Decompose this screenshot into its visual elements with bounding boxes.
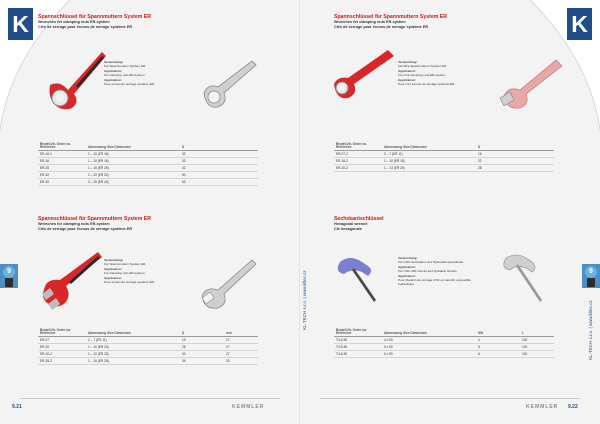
vertical-footer-text-right: KL-TECH s.r.o. | www.kltec.cz bbox=[588, 300, 593, 360]
usage-label: Verwendung: bbox=[398, 60, 418, 64]
product-table bbox=[38, 136, 258, 186]
red-open-wrench-image bbox=[36, 244, 110, 316]
table-row bbox=[38, 351, 258, 358]
table-row bbox=[38, 172, 258, 179]
cell: 1 – 16 (ER 25) bbox=[86, 165, 180, 172]
cell: 3 – 26 (ER 40) bbox=[86, 179, 180, 186]
col-mm: mm bbox=[224, 322, 258, 337]
section-subtitle-en: Wrenches for clamping nuts ER-system bbox=[38, 222, 110, 226]
application-fr-text: Pour Mandrin de serrage CNC et mandrin expansible hydraulique. bbox=[398, 278, 471, 287]
table-row bbox=[38, 165, 258, 172]
cell: 30 bbox=[224, 358, 258, 365]
cell: ER-16 bbox=[38, 158, 86, 165]
right-page bbox=[300, 0, 600, 424]
cell: 27 bbox=[224, 344, 258, 351]
cell: 30 bbox=[180, 351, 224, 358]
cell: 27 bbox=[224, 351, 258, 358]
usage-text: Für Spannmuttern System ER. bbox=[104, 64, 147, 69]
table-row bbox=[334, 158, 554, 165]
cell: ER-07-2 bbox=[334, 151, 382, 158]
col-size: Abmessung Size Dimension bbox=[382, 136, 476, 151]
cell: 42 bbox=[180, 165, 224, 172]
section-title: Spannschlüssel für Spannmuttern System ER bbox=[334, 14, 447, 20]
col-d: D bbox=[476, 136, 520, 151]
application-label: Application: bbox=[398, 264, 416, 269]
cell: 5 bbox=[476, 344, 520, 351]
page-number: 9.22 bbox=[568, 404, 578, 410]
table-row bbox=[38, 344, 258, 351]
cell: 17 bbox=[224, 337, 258, 344]
application-text: For mini clamping nuts ER-system. bbox=[398, 73, 446, 78]
application-fr-label: Application: bbox=[104, 77, 122, 82]
cell: 100 bbox=[520, 351, 554, 358]
description-block bbox=[398, 60, 468, 86]
table-row bbox=[38, 358, 258, 365]
col-order-no: Bestell-Nr. Order no. Référence bbox=[334, 136, 382, 151]
section-subtitle-fr: Clés de serrage pour écrous de serrage système ER bbox=[38, 25, 133, 29]
footer-divider bbox=[320, 398, 580, 399]
application-text: For clamping nuts ER-system. bbox=[104, 73, 146, 78]
cell bbox=[224, 165, 258, 172]
cell: 2 – 20 (ER 32) bbox=[86, 172, 180, 179]
col-size: Abmessung Size Dimension bbox=[86, 136, 180, 151]
vertical-footer-text-left: KL-TECH s.r.o. | www.kltec.cz bbox=[302, 270, 307, 330]
cell bbox=[224, 179, 258, 186]
cell: 2 – 7 (ER 11) bbox=[382, 151, 476, 158]
col-size: Abmessung Size Dimension bbox=[382, 322, 476, 337]
cell: ER-40 bbox=[38, 179, 86, 186]
brand-name: KEMMLER bbox=[232, 404, 265, 410]
table-row bbox=[334, 337, 554, 344]
usage-label: Verwendung: bbox=[104, 258, 124, 262]
cell: 4 bbox=[476, 337, 520, 344]
table-row bbox=[38, 158, 258, 165]
cell: T4-6-90 bbox=[334, 351, 382, 358]
hex-key-drawing-image bbox=[496, 248, 560, 312]
section-header bbox=[38, 216, 151, 232]
kemmler-logo: K bbox=[567, 8, 592, 40]
col-sw: SW bbox=[476, 322, 520, 337]
section-subtitle-fr: Clés de serrage pour écrous de serrage système ER bbox=[334, 25, 429, 29]
col-d: D bbox=[180, 322, 224, 337]
application-label: Application: bbox=[104, 266, 122, 271]
footer-divider bbox=[20, 398, 280, 399]
chapter-tab bbox=[582, 264, 600, 288]
cell: 32 bbox=[180, 158, 224, 165]
open-wrench-drawing-image bbox=[196, 252, 266, 316]
cell: 1 – 10 (ER 20) bbox=[86, 351, 180, 358]
cell bbox=[520, 165, 554, 172]
cell: 28 bbox=[476, 165, 520, 172]
table-row bbox=[38, 179, 258, 186]
application-fr-text: Pour mini écrous de serrage système ER. bbox=[398, 82, 456, 87]
cell: 1 – 13 (ER 20) bbox=[382, 165, 476, 172]
cell: 32 bbox=[180, 151, 224, 158]
table-row bbox=[334, 344, 554, 351]
cell: 1 – 10 (ER 16) bbox=[86, 151, 180, 158]
section-subtitle-en: Wrenches for clamping nuts ER-system bbox=[334, 20, 406, 24]
chapter-number: 9 bbox=[3, 266, 15, 278]
col-order-no: Bestell-Nr. Order no. Référence bbox=[334, 322, 382, 337]
cell: ER-16-2 bbox=[334, 158, 382, 165]
cell: 1 – 16 (ER 25) bbox=[86, 358, 180, 365]
cell: ER-16-1 bbox=[38, 151, 86, 158]
application-text: For CNC-400 chucks and hydraulic chucks. bbox=[398, 269, 458, 274]
col-l: L bbox=[520, 322, 554, 337]
cell bbox=[520, 151, 554, 158]
application-label: Application: bbox=[398, 68, 416, 73]
section-subtitle-fr: Clé hexagonale bbox=[334, 227, 362, 231]
cell: 22 bbox=[476, 158, 520, 165]
section-header bbox=[38, 14, 151, 30]
col-order-no: Bestell-Nr. Order no. Référence bbox=[38, 136, 86, 151]
cell: 34 bbox=[180, 358, 224, 365]
pink-wrench-drawing-image bbox=[496, 52, 568, 116]
section-title: Spannschlüssel für Spannmuttern System ER bbox=[38, 14, 151, 20]
cell bbox=[224, 172, 258, 179]
cell: 6 x 90 bbox=[382, 351, 476, 358]
usage-text: Für CNC-Sechskant-und Hydrodehnspannfutter. bbox=[398, 260, 465, 265]
cell: 1 – 10 (ER 16) bbox=[382, 158, 476, 165]
section-title: Sechskantschlüssel bbox=[334, 216, 384, 222]
col-size: Abmessung Size Dimension bbox=[86, 322, 180, 337]
cell bbox=[224, 151, 258, 158]
cell: ER-32 bbox=[38, 172, 86, 179]
red-mini-wrench-image bbox=[328, 44, 400, 110]
cell: ER-25 bbox=[38, 165, 86, 172]
cell: 1 – 10 (ER 16) bbox=[86, 158, 180, 165]
col-order-no: Bestell-Nr. Order no. Référence bbox=[38, 322, 86, 337]
usage-label: Verwendung: bbox=[104, 60, 124, 64]
table-row bbox=[38, 151, 258, 158]
cell bbox=[520, 158, 554, 165]
cell: ER-25-2 bbox=[38, 358, 86, 365]
cell: 6 bbox=[476, 351, 520, 358]
page-number: 9.21 bbox=[12, 404, 22, 410]
application-text: For clamping nuts ER-system. bbox=[104, 271, 146, 276]
table-row bbox=[334, 151, 554, 158]
usage-text: Für Mini-Spannmuttern System ER. bbox=[398, 64, 447, 69]
section-header bbox=[334, 216, 384, 232]
application-fr-text: Pour écrous de serrage système ER. bbox=[104, 82, 155, 87]
purple-hex-key-image bbox=[328, 250, 398, 310]
cell: 19 bbox=[180, 337, 224, 344]
wrench-drawing-image bbox=[196, 55, 266, 115]
brand-name: KEMMLER bbox=[526, 404, 559, 410]
cell: ER-20-2 bbox=[38, 351, 86, 358]
table-row bbox=[334, 351, 554, 358]
usage-text: Für Spannmuttern System ER. bbox=[104, 262, 147, 267]
product-table bbox=[38, 322, 258, 365]
cell: ER-20-2 bbox=[334, 165, 382, 172]
application-fr-label: Application: bbox=[398, 273, 416, 278]
section-subtitle-en: Wrenches for clamping nuts ER-system bbox=[38, 20, 110, 24]
application-label: Application: bbox=[104, 68, 122, 73]
section-header bbox=[334, 14, 447, 30]
description-block bbox=[398, 256, 484, 287]
cell: T4-5-90 bbox=[334, 344, 382, 351]
cell: T4-4-90 bbox=[334, 337, 382, 344]
cell: 100 bbox=[520, 337, 554, 344]
application-fr-label: Application: bbox=[104, 275, 122, 280]
cell: ER-20 bbox=[38, 344, 86, 351]
col-extra bbox=[224, 136, 258, 151]
collet-chuck-icon bbox=[587, 278, 595, 287]
col-extra bbox=[520, 136, 554, 151]
description-block bbox=[104, 258, 174, 284]
usage-label: Verwendung: bbox=[398, 256, 418, 260]
kemmler-logo: K bbox=[8, 8, 33, 40]
cell: 1 – 10 (ER 20) bbox=[86, 344, 180, 351]
product-table bbox=[334, 322, 554, 358]
cell: 63 bbox=[180, 179, 224, 186]
red-wrench-image bbox=[40, 40, 110, 115]
cell: 2 – 7 (ER 11) bbox=[86, 337, 180, 344]
application-fr-label: Application: bbox=[398, 77, 416, 82]
section-subtitle-fr: Clés de serrage pour écrous de serrage système ER bbox=[38, 227, 133, 231]
cell: 16 bbox=[476, 151, 520, 158]
section-title: Spannschlüssel für Spannmuttern System ER bbox=[38, 216, 151, 222]
description-block bbox=[104, 60, 174, 86]
chapter-tab bbox=[0, 264, 18, 288]
table-row bbox=[334, 165, 554, 172]
cell: 100 bbox=[520, 344, 554, 351]
cell: ER-07 bbox=[38, 337, 86, 344]
table-row bbox=[38, 337, 258, 344]
product-table bbox=[334, 136, 554, 172]
section-subtitle-en: Hexagonal wrench bbox=[334, 222, 368, 226]
col-d: D bbox=[180, 136, 224, 151]
cell: 28 bbox=[180, 344, 224, 351]
collet-chuck-icon bbox=[5, 278, 13, 287]
cell: 4 x 90 bbox=[382, 337, 476, 344]
application-fr-text: Pour écrous de serrage système ER. bbox=[104, 280, 155, 285]
chapter-number: 9 bbox=[585, 266, 597, 278]
cell bbox=[224, 158, 258, 165]
cell: 50 bbox=[180, 172, 224, 179]
cell: 5 x 90 bbox=[382, 344, 476, 351]
